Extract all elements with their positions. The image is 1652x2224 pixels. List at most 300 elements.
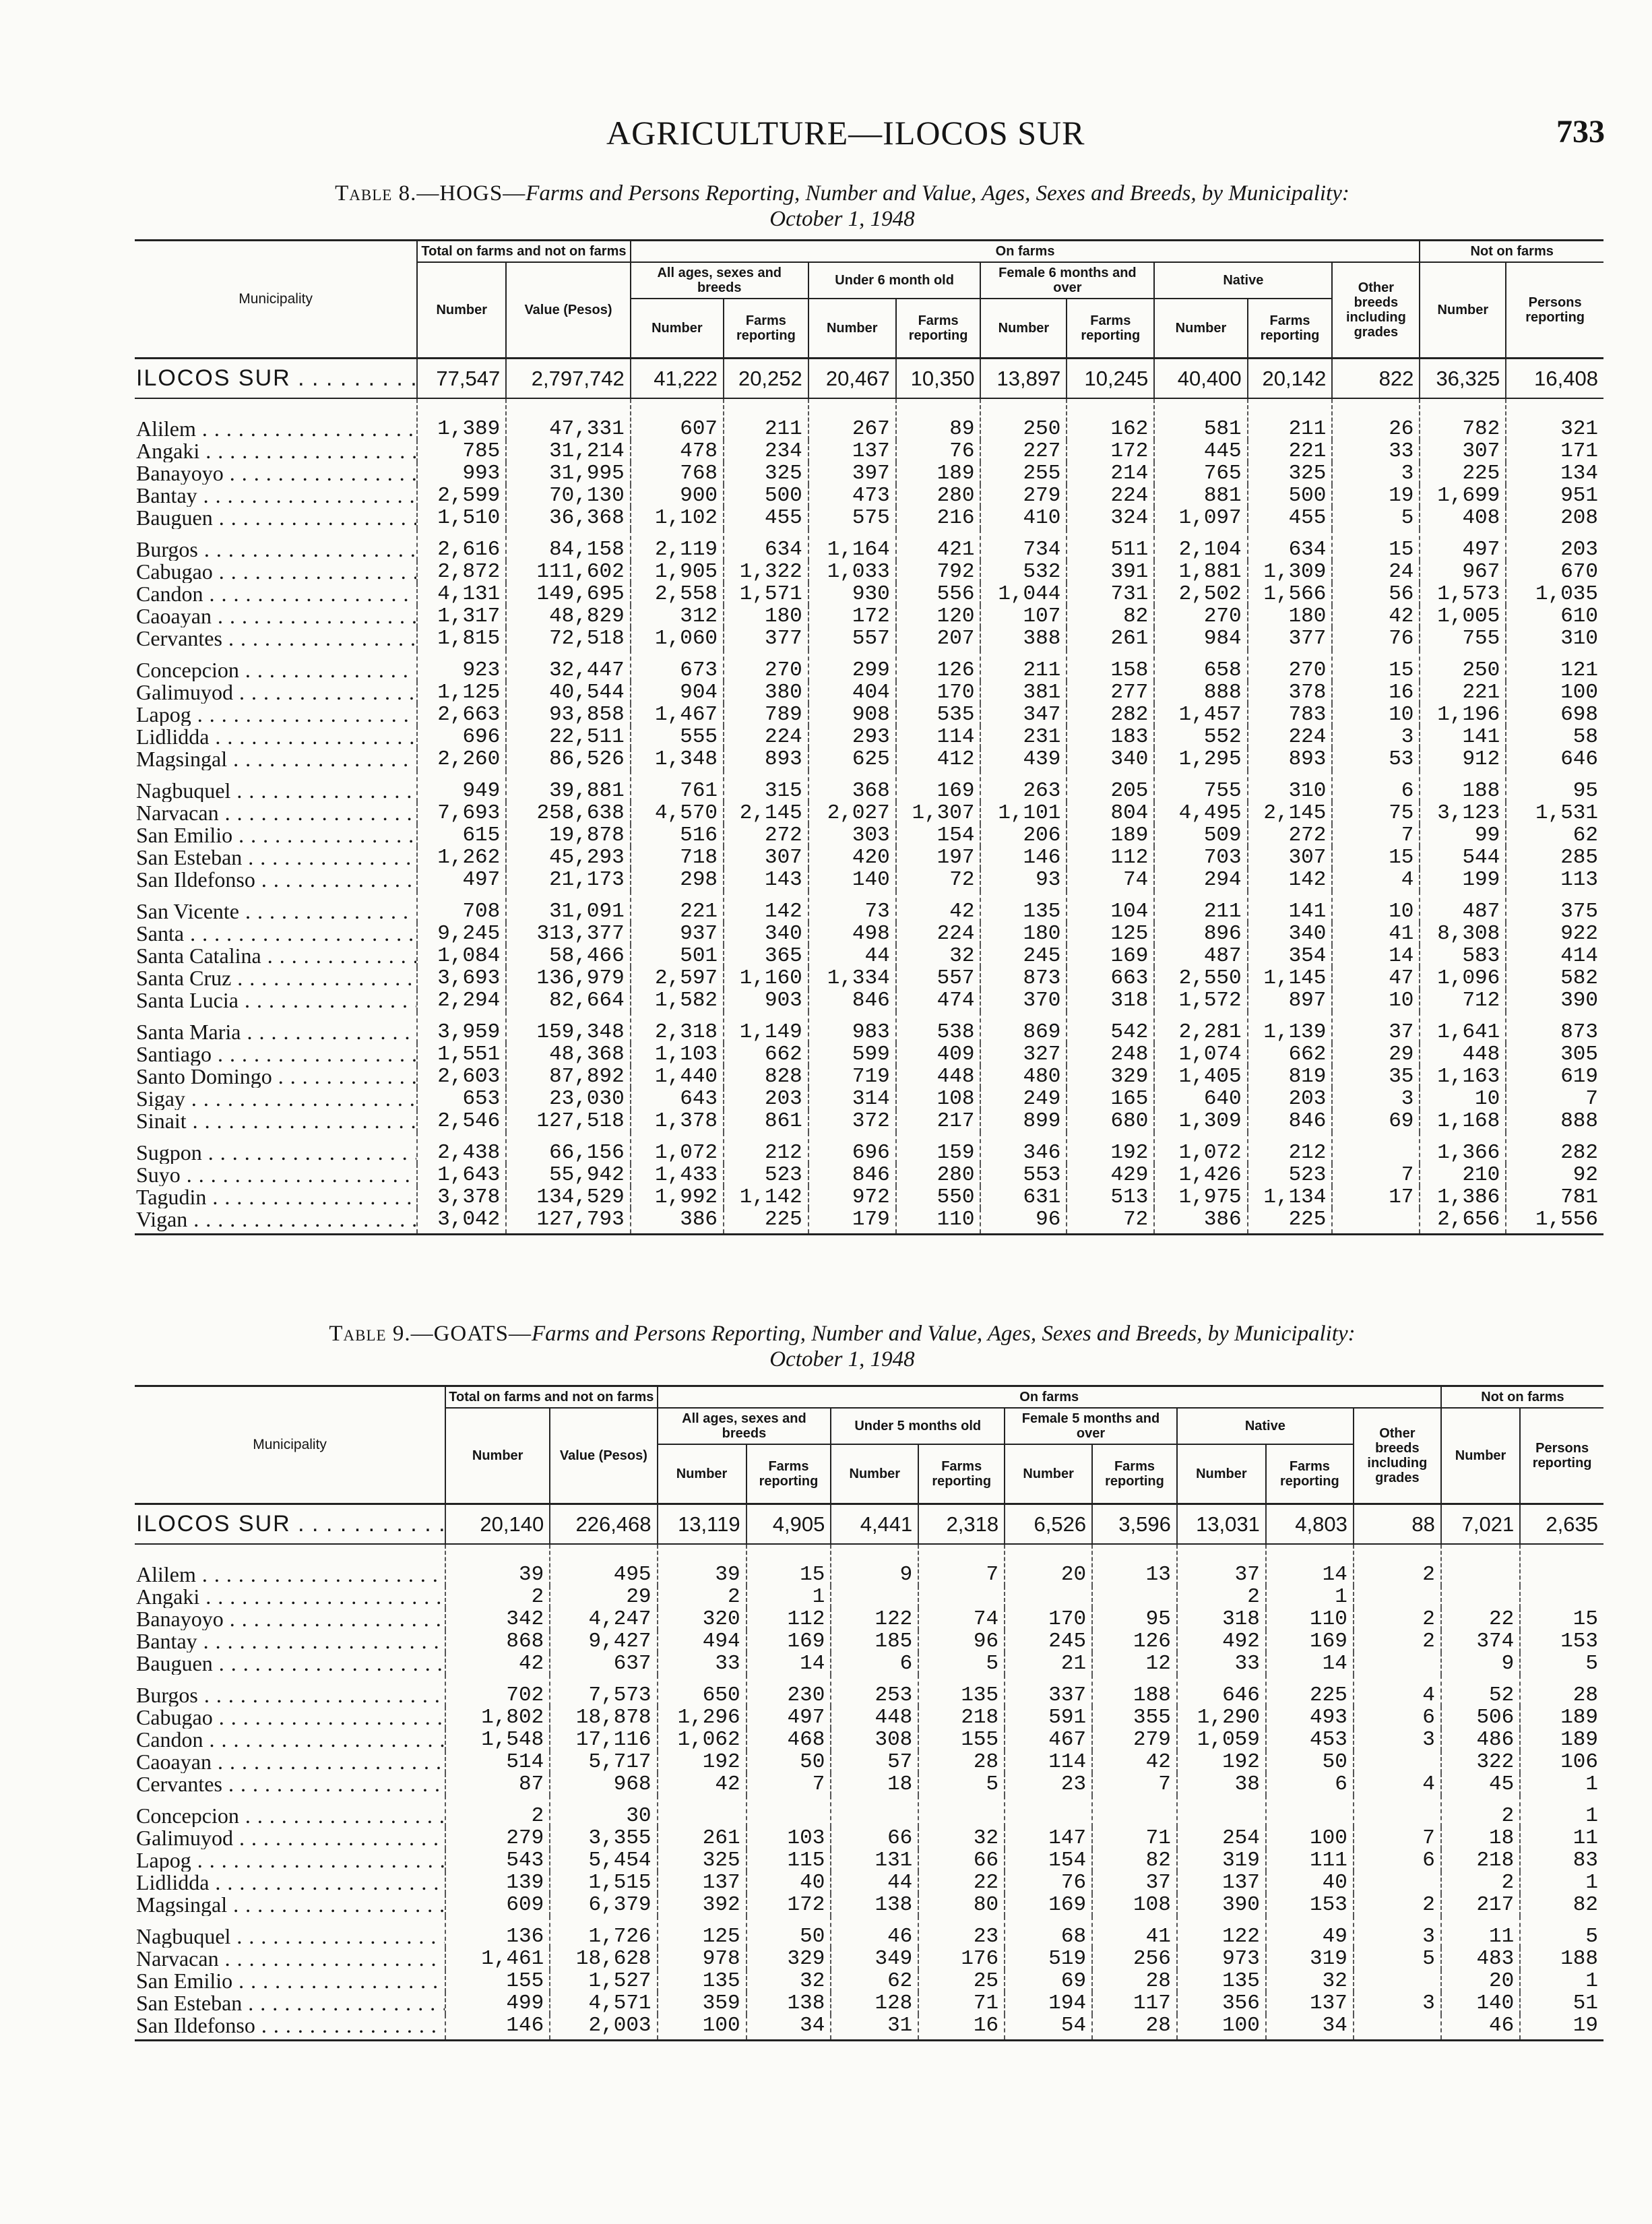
value-cell: 646 xyxy=(1506,748,1603,770)
value-cell: 356 xyxy=(1177,1992,1266,2014)
table-row xyxy=(135,1186,1603,1208)
value-cell: 20 xyxy=(1441,1970,1520,1992)
value-cell: 904 xyxy=(631,681,724,704)
value-cell: 66 xyxy=(918,1849,1005,1872)
value-cell: 272 xyxy=(1248,824,1333,846)
value-cell: 146 xyxy=(445,2014,550,2041)
municipality-name: Sigay . . . xyxy=(135,1088,417,1110)
value-cell: 15 xyxy=(1332,650,1420,681)
municipality-name: Suyo . . . xyxy=(135,1164,417,1186)
value-cell: 492 xyxy=(1177,1630,1266,1652)
value-cell: 325 xyxy=(1248,462,1333,485)
value-cell: 142 xyxy=(724,891,808,923)
value-cell: 712 xyxy=(1420,989,1506,1012)
value-cell: 76 xyxy=(1005,1872,1092,1894)
value-cell: 3 xyxy=(1354,1916,1441,1948)
value-cell: 100 xyxy=(658,2014,746,2041)
value-cell: 6 xyxy=(1354,1849,1441,1872)
value-cell: 155 xyxy=(445,1970,550,1992)
value-cell: 634 xyxy=(724,529,808,561)
value-cell: 3,596 xyxy=(1092,1504,1177,1544)
value-cell: 134,529 xyxy=(506,1186,630,1208)
municipality-name: Nagbuquel . . . xyxy=(135,770,417,802)
value-cell: 869 xyxy=(980,1012,1067,1043)
value-cell: 192 xyxy=(1067,1132,1154,1164)
value-cell: 146 xyxy=(980,846,1067,869)
value-cell: 208 xyxy=(1506,507,1603,529)
value-cell: 32 xyxy=(896,945,981,967)
value-cell: 337 xyxy=(1005,1675,1092,1706)
value-cell: 509 xyxy=(1154,824,1247,846)
value-cell: 930 xyxy=(808,583,896,605)
value-cell: 783 xyxy=(1248,704,1333,726)
value-cell: 189 xyxy=(1067,824,1154,846)
value-cell: 340 xyxy=(1067,748,1154,770)
municipality-name: Santa . . . xyxy=(135,923,417,945)
value-cell: 1,164 xyxy=(808,529,896,561)
value-cell: 346 xyxy=(980,1132,1067,1164)
value-cell: 615 xyxy=(417,824,506,846)
value-cell: 103 xyxy=(746,1827,831,1849)
value-cell: 256 xyxy=(1092,1948,1177,1970)
value-cell: 13,031 xyxy=(1177,1504,1266,1544)
municipality-name: San Esteban . . . xyxy=(135,1992,445,2014)
value-cell: 377 xyxy=(1248,627,1333,650)
header-number: Number xyxy=(658,1444,746,1504)
value-cell: 122 xyxy=(831,1608,918,1630)
header-native: Native xyxy=(1177,1408,1354,1444)
value-cell: 194 xyxy=(1005,1992,1092,2014)
page-number: 733 xyxy=(1556,114,1605,150)
value-cell: 29 xyxy=(1332,1043,1420,1065)
value-cell: 205 xyxy=(1067,770,1154,802)
value-cell: 1,366 xyxy=(1420,1132,1506,1164)
value-cell: 480 xyxy=(980,1065,1067,1088)
table-row xyxy=(135,770,1603,802)
value-cell: 1,296 xyxy=(658,1706,746,1729)
value-cell: 552 xyxy=(1154,726,1247,748)
value-cell: 4,247 xyxy=(550,1608,657,1630)
table-row xyxy=(135,1608,1603,1630)
value-cell: 23 xyxy=(918,1916,1005,1948)
table-row xyxy=(135,1065,1603,1088)
value-cell: 708 xyxy=(417,891,506,923)
table-row xyxy=(135,529,1603,561)
table-row xyxy=(135,1110,1603,1132)
value-cell: 93 xyxy=(980,869,1067,891)
municipality-name: Narvacan . . . xyxy=(135,802,417,824)
value-cell: 203 xyxy=(1506,529,1603,561)
value-cell: 10 xyxy=(1332,704,1420,726)
value-cell: 253 xyxy=(831,1675,918,1706)
value-cell: 543 xyxy=(445,1849,550,1872)
value-cell: 410 xyxy=(980,507,1067,529)
value-cell: 179 xyxy=(808,1208,896,1235)
value-cell: 2 xyxy=(1354,1630,1441,1652)
value-cell: 5 xyxy=(1354,1948,1441,1970)
table-row xyxy=(135,1849,1603,1872)
value-cell: 1,096 xyxy=(1420,967,1506,989)
value-cell: 56 xyxy=(1332,583,1420,605)
header-native: Native xyxy=(1154,262,1332,299)
value-cell: 42 xyxy=(445,1652,550,1675)
value-cell: 1,097 xyxy=(1154,507,1247,529)
value-cell: 2,318 xyxy=(631,1012,724,1043)
header-not-number: Number xyxy=(1420,262,1506,358)
value-cell: 498 xyxy=(808,923,896,945)
municipality-name: Bauguen . . . xyxy=(135,1652,445,1675)
value-cell: 72,518 xyxy=(506,627,630,650)
value-cell xyxy=(1354,1586,1441,1608)
value-cell: 135 xyxy=(658,1970,746,1992)
value-cell: 2,003 xyxy=(550,2014,657,2041)
header-number: Number xyxy=(1005,1444,1092,1504)
value-cell: 1 xyxy=(1520,1970,1603,1992)
value-cell: 4,441 xyxy=(831,1504,918,1544)
value-cell: 2,281 xyxy=(1154,1012,1247,1043)
value-cell: 478 xyxy=(631,440,724,462)
value-cell: 408 xyxy=(1420,507,1506,529)
value-cell: 88 xyxy=(1354,1504,1441,1544)
value-cell: 99 xyxy=(1420,824,1506,846)
value-cell: 1,643 xyxy=(417,1164,506,1186)
value-cell: 495 xyxy=(550,1544,657,1586)
value-cell: 1,566 xyxy=(1248,583,1333,605)
value-cell: 619 xyxy=(1506,1065,1603,1088)
table-row xyxy=(135,748,1603,770)
value-cell: 1,571 xyxy=(724,583,808,605)
value-cell: 7,693 xyxy=(417,802,506,824)
value-cell: 761 xyxy=(631,770,724,802)
value-cell: 41 xyxy=(1332,923,1420,945)
municipality-name: Santa Lucia . . . xyxy=(135,989,417,1012)
value-cell: 650 xyxy=(658,1675,746,1706)
value-cell: 224 xyxy=(896,923,981,945)
table8-caption-text: Farms and Persons Reporting, Number and Value, Ages, Sexes and Breeds, by Municipality: xyxy=(526,181,1349,206)
value-cell: 493 xyxy=(1266,1706,1354,1729)
value-cell: 1,072 xyxy=(631,1132,724,1164)
province-total-row xyxy=(135,1504,1603,1544)
value-cell: 391 xyxy=(1067,561,1154,583)
value-cell: 370 xyxy=(980,989,1067,1012)
value-cell: 7 xyxy=(746,1773,831,1795)
value-cell: 4 xyxy=(1354,1675,1441,1706)
table-row xyxy=(135,1652,1603,1675)
value-cell: 696 xyxy=(417,726,506,748)
value-cell: 211 xyxy=(980,650,1067,681)
value-cell: 279 xyxy=(980,485,1067,507)
value-cell: 553 xyxy=(980,1164,1067,1186)
table8-date: October 1, 1948 xyxy=(769,207,915,231)
value-cell: 388 xyxy=(980,627,1067,650)
value-cell: 380 xyxy=(724,681,808,704)
municipality-name: Santa Maria . . . xyxy=(135,1012,417,1043)
value-cell: 3 xyxy=(1332,462,1420,485)
value-cell: 206 xyxy=(980,824,1067,846)
table-row xyxy=(135,1544,1603,1586)
value-cell: 1,461 xyxy=(445,1948,550,1970)
municipality-name: Cabugao . . . xyxy=(135,561,417,583)
value-cell: 17 xyxy=(1332,1186,1420,1208)
value-cell: 303 xyxy=(808,824,896,846)
value-cell: 270 xyxy=(1154,605,1247,627)
value-cell: 58 xyxy=(1506,726,1603,748)
value-cell: 1,726 xyxy=(550,1916,657,1948)
value-cell: 180 xyxy=(980,923,1067,945)
value-cell xyxy=(1092,1795,1177,1827)
value-cell: 137 xyxy=(658,1872,746,1894)
value-cell: 250 xyxy=(980,398,1067,440)
value-cell: 84,158 xyxy=(506,529,630,561)
value-cell: 535 xyxy=(896,704,981,726)
value-cell: 575 xyxy=(808,507,896,529)
value-cell: 511 xyxy=(1067,529,1154,561)
value-cell: 29 xyxy=(550,1586,657,1608)
header-total-number: Number xyxy=(445,1408,550,1504)
value-cell: 7 xyxy=(1506,1088,1603,1110)
municipality-name: Galimuyod . . . xyxy=(135,1827,445,1849)
value-cell: 140 xyxy=(1441,1992,1520,2014)
value-cell: 89 xyxy=(896,398,981,440)
value-cell: 2,260 xyxy=(417,748,506,770)
value-cell: 224 xyxy=(724,726,808,748)
value-cell: 293 xyxy=(808,726,896,748)
value-cell: 1,405 xyxy=(1154,1065,1247,1088)
value-cell: 640 xyxy=(1154,1088,1247,1110)
value-cell: 299 xyxy=(808,650,896,681)
value-cell: 1,527 xyxy=(550,1970,657,1992)
value-cell: 10,350 xyxy=(896,358,981,398)
value-cell: 314 xyxy=(808,1088,896,1110)
value-cell: 1,802 xyxy=(445,1706,550,1729)
value-cell: 114 xyxy=(1005,1751,1092,1773)
value-cell: 634 xyxy=(1248,529,1333,561)
value-cell: 40,400 xyxy=(1154,358,1247,398)
value-cell: 20,252 xyxy=(724,358,808,398)
value-cell: 340 xyxy=(1248,923,1333,945)
value-cell: 7,573 xyxy=(550,1675,657,1706)
value-cell: 375 xyxy=(1506,891,1603,923)
value-cell: 33 xyxy=(658,1652,746,1675)
value-cell: 324 xyxy=(1067,507,1154,529)
value-cell: 37 xyxy=(1092,1872,1177,1894)
value-cell: 719 xyxy=(808,1065,896,1088)
value-cell: 135 xyxy=(1177,1970,1266,1992)
value-cell: 141 xyxy=(1420,726,1506,748)
value-cell: 18 xyxy=(831,1773,918,1795)
value-cell: 978 xyxy=(658,1948,746,1970)
value-cell: 158 xyxy=(1067,650,1154,681)
value-cell: 908 xyxy=(808,704,896,726)
value-cell: 199 xyxy=(1420,869,1506,891)
value-cell: 2 xyxy=(445,1795,550,1827)
municipality-name: Lidlidda . . . xyxy=(135,726,417,748)
value-cell: 637 xyxy=(550,1652,657,1675)
value-cell: 349 xyxy=(831,1948,918,1970)
table-row xyxy=(135,650,1603,681)
value-cell: 66,156 xyxy=(506,1132,630,1164)
value-cell xyxy=(1092,1586,1177,1608)
value-cell: 77,547 xyxy=(417,358,506,398)
value-cell: 76 xyxy=(1332,627,1420,650)
value-cell: 37 xyxy=(1332,1012,1420,1043)
value-cell: 20,142 xyxy=(1248,358,1333,398)
value-cell: 203 xyxy=(724,1088,808,1110)
value-cell: 3 xyxy=(1332,726,1420,748)
value-cell: 140 xyxy=(808,869,896,891)
goats-table xyxy=(135,1385,1603,2041)
value-cell: 313,377 xyxy=(506,923,630,945)
value-cell: 6 xyxy=(1332,770,1420,802)
value-cell: 873 xyxy=(980,967,1067,989)
value-cell: 154 xyxy=(896,824,981,846)
header-persons-reporting: Persons reporting xyxy=(1520,1408,1603,1504)
value-cell: 108 xyxy=(1092,1894,1177,1916)
value-cell: 162 xyxy=(1067,398,1154,440)
value-cell: 15 xyxy=(1332,529,1420,561)
value-cell: 49 xyxy=(1266,1916,1354,1948)
value-cell: 1,572 xyxy=(1154,989,1247,1012)
value-cell: 420 xyxy=(808,846,896,869)
municipality-name: San Vicente . . . xyxy=(135,891,417,923)
value-cell: 51 xyxy=(1520,1992,1603,2014)
value-cell: 7 xyxy=(1332,1164,1420,1186)
value-cell: 95 xyxy=(1506,770,1603,802)
value-cell: 591 xyxy=(1005,1706,1092,1729)
municipality-name: Galimuyod . . . xyxy=(135,681,417,704)
value-cell: 110 xyxy=(1266,1608,1354,1630)
value-cell: 135 xyxy=(980,891,1067,923)
value-cell: 272 xyxy=(724,824,808,846)
value-cell: 115 xyxy=(746,1849,831,1872)
value-cell: 40 xyxy=(746,1872,831,1894)
value-cell: 1,510 xyxy=(417,507,506,529)
value-cell: 279 xyxy=(445,1827,550,1849)
header-total: Total on farms and not on farms xyxy=(445,1386,657,1409)
value-cell: 92 xyxy=(1506,1164,1603,1186)
value-cell: 374 xyxy=(1441,1630,1520,1652)
value-cell: 23,030 xyxy=(506,1088,630,1110)
value-cell: 24 xyxy=(1332,561,1420,583)
header-farms-reporting: Farms reporting xyxy=(896,299,981,358)
value-cell: 75 xyxy=(1332,802,1420,824)
value-cell: 3,693 xyxy=(417,967,506,989)
value-cell: 141 xyxy=(1248,891,1333,923)
value-cell: 10 xyxy=(1420,1088,1506,1110)
value-cell: 1,262 xyxy=(417,846,506,869)
value-cell: 15 xyxy=(746,1544,831,1586)
header-total-number: Number xyxy=(417,262,506,358)
value-cell: 861 xyxy=(724,1110,808,1132)
value-cell: 2,145 xyxy=(724,802,808,824)
value-cell: 71 xyxy=(918,1992,1005,2014)
value-cell: 225 xyxy=(1248,1208,1333,1235)
value-cell: 250 xyxy=(1420,650,1506,681)
value-cell: 497 xyxy=(746,1706,831,1729)
value-cell: 2,663 xyxy=(417,704,506,726)
value-cell: 270 xyxy=(724,650,808,681)
value-cell: 279 xyxy=(1092,1729,1177,1751)
value-cell: 1,551 xyxy=(417,1043,506,1065)
header-under-6: Under 6 month old xyxy=(808,262,981,299)
value-cell: 5 xyxy=(1332,507,1420,529)
value-cell: 50 xyxy=(746,1916,831,1948)
value-cell: 131 xyxy=(831,1849,918,1872)
value-cell: 1,160 xyxy=(724,967,808,989)
value-cell: 610 xyxy=(1506,605,1603,627)
header-farms-reporting: Farms reporting xyxy=(724,299,808,358)
municipality-name: ILOCOS SUR . . . xyxy=(135,358,417,398)
value-cell: 2,438 xyxy=(417,1132,506,1164)
value-cell: 1,467 xyxy=(631,704,724,726)
municipality-name: San Emilio . . . xyxy=(135,824,417,846)
value-cell: 967 xyxy=(1420,561,1506,583)
page-title: AGRICULTURE—ILOCOS SUR xyxy=(606,114,1085,152)
table-row xyxy=(135,561,1603,583)
value-cell: 1,992 xyxy=(631,1186,724,1208)
value-cell: 28 xyxy=(918,1751,1005,1773)
table-row xyxy=(135,1751,1603,1773)
value-cell: 227 xyxy=(980,440,1067,462)
value-cell: 280 xyxy=(896,485,981,507)
value-cell xyxy=(1332,1132,1420,1164)
value-cell: 154 xyxy=(1005,1849,1092,1872)
value-cell: 66 xyxy=(831,1827,918,1849)
value-cell: 22,511 xyxy=(506,726,630,748)
table-row xyxy=(135,967,1603,989)
value-cell xyxy=(1441,1586,1520,1608)
value-cell xyxy=(1520,1544,1603,1586)
value-cell: 254 xyxy=(1177,1827,1266,1849)
value-cell: 176 xyxy=(918,1948,1005,1970)
value-cell: 10 xyxy=(1332,989,1420,1012)
table-row xyxy=(135,605,1603,627)
value-cell: 221 xyxy=(631,891,724,923)
value-cell: 107 xyxy=(980,605,1067,627)
value-cell: 87 xyxy=(445,1773,550,1795)
value-cell: 137 xyxy=(1266,1992,1354,2014)
value-cell: 159 xyxy=(896,1132,981,1164)
value-cell: 76 xyxy=(896,440,981,462)
value-cell: 359 xyxy=(658,1992,746,2014)
value-cell: 782 xyxy=(1420,398,1506,440)
value-cell: 47,331 xyxy=(506,398,630,440)
value-cell: 893 xyxy=(1248,748,1333,770)
value-cell: 1,426 xyxy=(1154,1164,1247,1186)
table-row xyxy=(135,1586,1603,1608)
value-cell: 82 xyxy=(1092,1849,1177,1872)
value-cell: 128 xyxy=(831,1992,918,2014)
value-cell: 538 xyxy=(896,1012,981,1043)
value-cell xyxy=(918,1795,1005,1827)
header-municipality: Municipality xyxy=(135,1386,445,1504)
value-cell: 310 xyxy=(1248,770,1333,802)
value-cell: 1,556 xyxy=(1506,1208,1603,1235)
value-cell: 696 xyxy=(808,1132,896,1164)
value-cell: 365 xyxy=(724,945,808,967)
value-cell: 183 xyxy=(1067,726,1154,748)
value-cell xyxy=(1266,1795,1354,1827)
table-row xyxy=(135,869,1603,891)
value-cell: 397 xyxy=(808,462,896,485)
header-farms-reporting: Farms reporting xyxy=(918,1444,1005,1504)
value-cell: 45 xyxy=(1441,1773,1520,1795)
value-cell: 14 xyxy=(1266,1544,1354,1586)
value-cell: 4,570 xyxy=(631,802,724,824)
value-cell: 2,597 xyxy=(631,967,724,989)
header-number: Number xyxy=(1154,299,1247,358)
value-cell: 280 xyxy=(896,1164,981,1186)
